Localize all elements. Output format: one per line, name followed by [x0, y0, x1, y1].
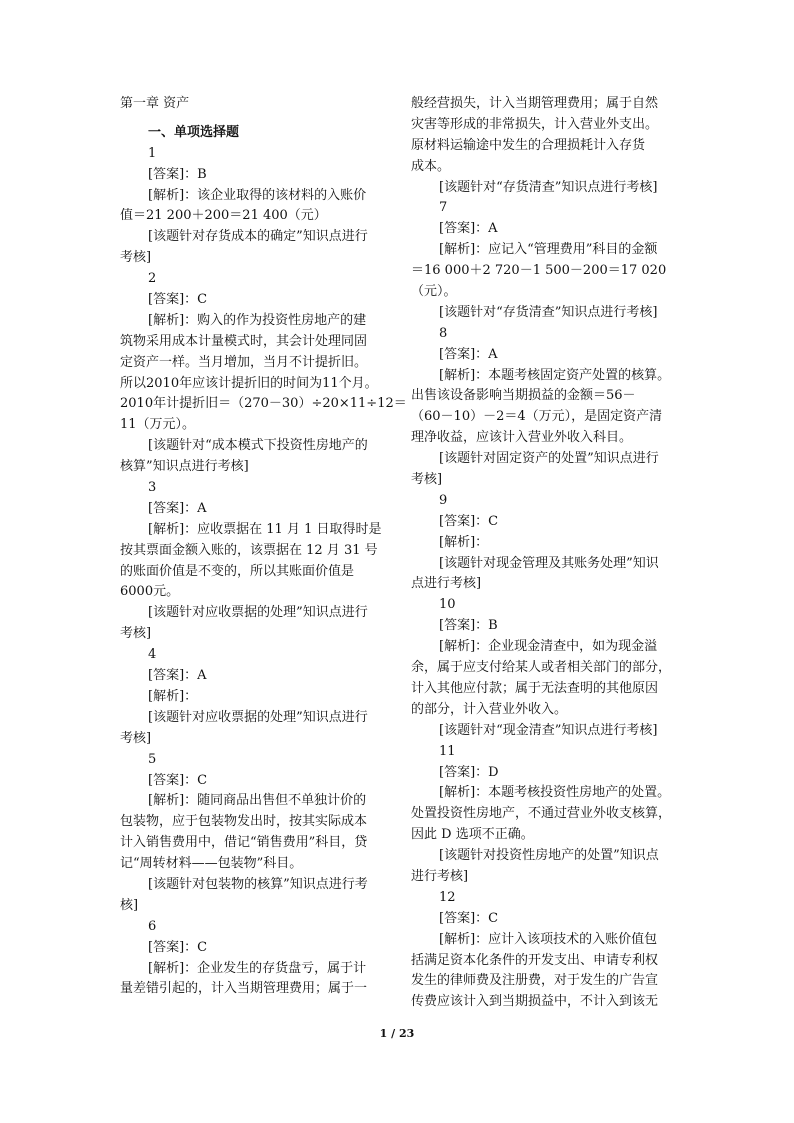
- answer-line: [答案]：C: [148, 939, 208, 955]
- text-line: 理净收益，应该计入营业外收入科目。: [411, 430, 633, 446]
- topic-line: [该题针对“存货清查”知识点进行考核]: [439, 179, 658, 195]
- analysis-line: [解析]：: [439, 534, 489, 550]
- text-line: 点进行考核]: [411, 576, 482, 592]
- answer-line: [答案]：C: [148, 292, 208, 308]
- question-number: 6: [148, 918, 157, 934]
- answer-line: [答案]：D: [439, 764, 499, 780]
- analysis-line: [解析]：该企业取得的该材料的入账价: [148, 187, 367, 203]
- text-line: 计入销售费用中，借记“销售费用”科目，贷: [120, 835, 368, 851]
- text-line: 发生的律师费及注册费，对于发生的广告宣: [411, 973, 659, 989]
- text-line: 般经营损失，计入当期管理费用；属于自然: [411, 96, 659, 111]
- question-number: 5: [148, 751, 157, 767]
- text-line: 考核]: [411, 472, 443, 488]
- question-number: 8: [439, 325, 448, 341]
- topic-line: [该题针对“成本模式下投资性房地产的: [148, 438, 368, 454]
- text-line: 计入其他应付款；属于无法查明的其他原因: [411, 680, 659, 696]
- topic-line: [该题针对“存货清查”知识点进行考核]: [439, 304, 658, 320]
- chapter-title: 第一章 资产: [120, 96, 190, 111]
- text-line: 值＝21 200＋200＝21 400（元）: [120, 208, 327, 224]
- section-heading: 一、单项选择题: [148, 124, 240, 140]
- analysis-line: [解析]：应记入“管理费用”科目的金额: [439, 242, 658, 258]
- text-line: （元）。: [411, 284, 457, 300]
- answer-line: [答案]：A: [439, 221, 498, 237]
- answer-line: [答案]：C: [148, 772, 208, 788]
- question-number: 4: [148, 647, 157, 663]
- analysis-line: [解析]：企业发生的存货盘亏，属于计: [148, 960, 367, 976]
- analysis-line: [解析]：: [148, 688, 198, 704]
- topic-line: [该题针对应收票据的处理”知识点进行: [148, 709, 368, 725]
- answer-line: [答案]：C: [439, 513, 499, 529]
- text-line: 处置投资性房地产，不通过营业外收支核算，: [411, 806, 672, 822]
- text-line: 的账面价值是不变的，所以其账面价值是: [120, 563, 355, 579]
- question-number: 7: [439, 200, 448, 216]
- analysis-line: [解析]：随同商品出售但不单独计价的: [148, 793, 367, 809]
- text-line: 6000元。: [120, 584, 180, 600]
- text-line: 考核]: [120, 730, 152, 746]
- text-line: 记“周转材料——包装物”科目。: [120, 856, 303, 872]
- text-line: 余，属于应支付给某人或者相关部门的部分，: [411, 660, 672, 676]
- text-line: 灾害等形成的非常损失，计入营业外支出。: [411, 116, 659, 132]
- text-line: 包装物，应于包装物发出时，按其实际成本: [120, 814, 368, 830]
- text-line: 定资产一样。当月增加，当月不计提折旧。: [120, 354, 368, 370]
- question-number: 3: [148, 480, 157, 496]
- text-line: 筑物采用成本计量模式时，其会计处理同固: [120, 333, 368, 349]
- text-line: 考核]: [120, 250, 152, 266]
- answer-line: [答案]：A: [148, 668, 207, 684]
- text-line: 按其票面金额入账的，该票据在 12 月 31 号: [120, 542, 378, 558]
- text-line: 核]: [120, 897, 139, 913]
- page-number: 1 / 23: [379, 1027, 415, 1040]
- text-line: 原材料运输途中发生的合理损耗计入存货: [411, 137, 646, 153]
- topic-line: [该题针对“现金清查”知识点进行考核]: [439, 722, 658, 738]
- text-line: （60－10）－2＝4（万元），是固定资产清: [411, 409, 663, 425]
- text-line: 传费应该计入到当期损益中，不计入到该无: [411, 994, 659, 1010]
- analysis-line: [解析]：本题考核固定资产处置的核算。: [439, 367, 671, 383]
- question-number: 11: [439, 743, 456, 759]
- text-line: 2010年计提折旧＝（270－30）÷20×11÷12＝: [120, 396, 407, 412]
- answer-line: [答案]：A: [439, 346, 498, 362]
- answer-line: [答案]：A: [148, 500, 207, 516]
- text-line: 考核]: [120, 626, 152, 642]
- question-number: 2: [148, 271, 157, 287]
- topic-line: [该题针对存货成本的确定”知识点进行: [148, 229, 368, 245]
- answer-line: [答案]：B: [148, 166, 207, 182]
- answer-line: [答案]：B: [439, 618, 498, 634]
- right-column: [411, 94, 683, 1013]
- analysis-line: [解析]：本题考核投资性房地产的处置。: [439, 785, 671, 801]
- topic-line: [该题针对现金管理及其账务处理”知识: [439, 555, 659, 571]
- text-line: 进行考核]: [411, 868, 469, 884]
- analysis-line: [解析]：应计入该项技术的入账价值包: [439, 931, 658, 947]
- question-number: 9: [439, 492, 448, 508]
- text-line: 核算”知识点进行考核]: [120, 459, 249, 475]
- text-line: 因此 D 选项不正确。: [411, 827, 534, 843]
- left-column: [120, 94, 407, 1000]
- question-number: 10: [439, 597, 456, 613]
- topic-line: [该题针对应收票据的处理”知识点进行: [148, 605, 368, 621]
- analysis-line: [解析]：企业现金清查中，如为现金溢: [439, 639, 658, 655]
- topic-line: [该题针对包装物的核算”知识点进行考: [148, 876, 368, 892]
- topic-line: [该题针对固定资产的处置”知识点进行: [439, 451, 659, 467]
- text-line: 所以2010年应该计提折旧的时间为11个月。: [120, 375, 378, 391]
- question-number: 1: [148, 145, 157, 161]
- text-line: 成本。: [411, 158, 451, 174]
- text-line: 的部分，计入营业外收入。: [411, 701, 568, 717]
- text-line: 量差错引起的，计入当期管理费用；属于一: [120, 981, 368, 997]
- topic-line: [该题针对投资性房地产的处置”知识点: [439, 848, 659, 864]
- text-line: 括满足资本化条件的开发支出、申请专利权: [411, 952, 659, 968]
- text-line: 11（万元）。: [120, 417, 196, 433]
- text-line: 出售该设备影响当期损益的金额＝56－: [411, 388, 636, 404]
- text-line: ＝16 000＋2 720－1 500－200＝17 020: [411, 263, 667, 279]
- question-number: 12: [439, 889, 456, 905]
- answer-line: [答案]：C: [439, 910, 499, 926]
- analysis-line: [解析]：应收票据在 11 月 1 日取得时是: [148, 521, 382, 537]
- analysis-line: [解析]：购入的作为投资性房地产的建: [148, 312, 367, 328]
